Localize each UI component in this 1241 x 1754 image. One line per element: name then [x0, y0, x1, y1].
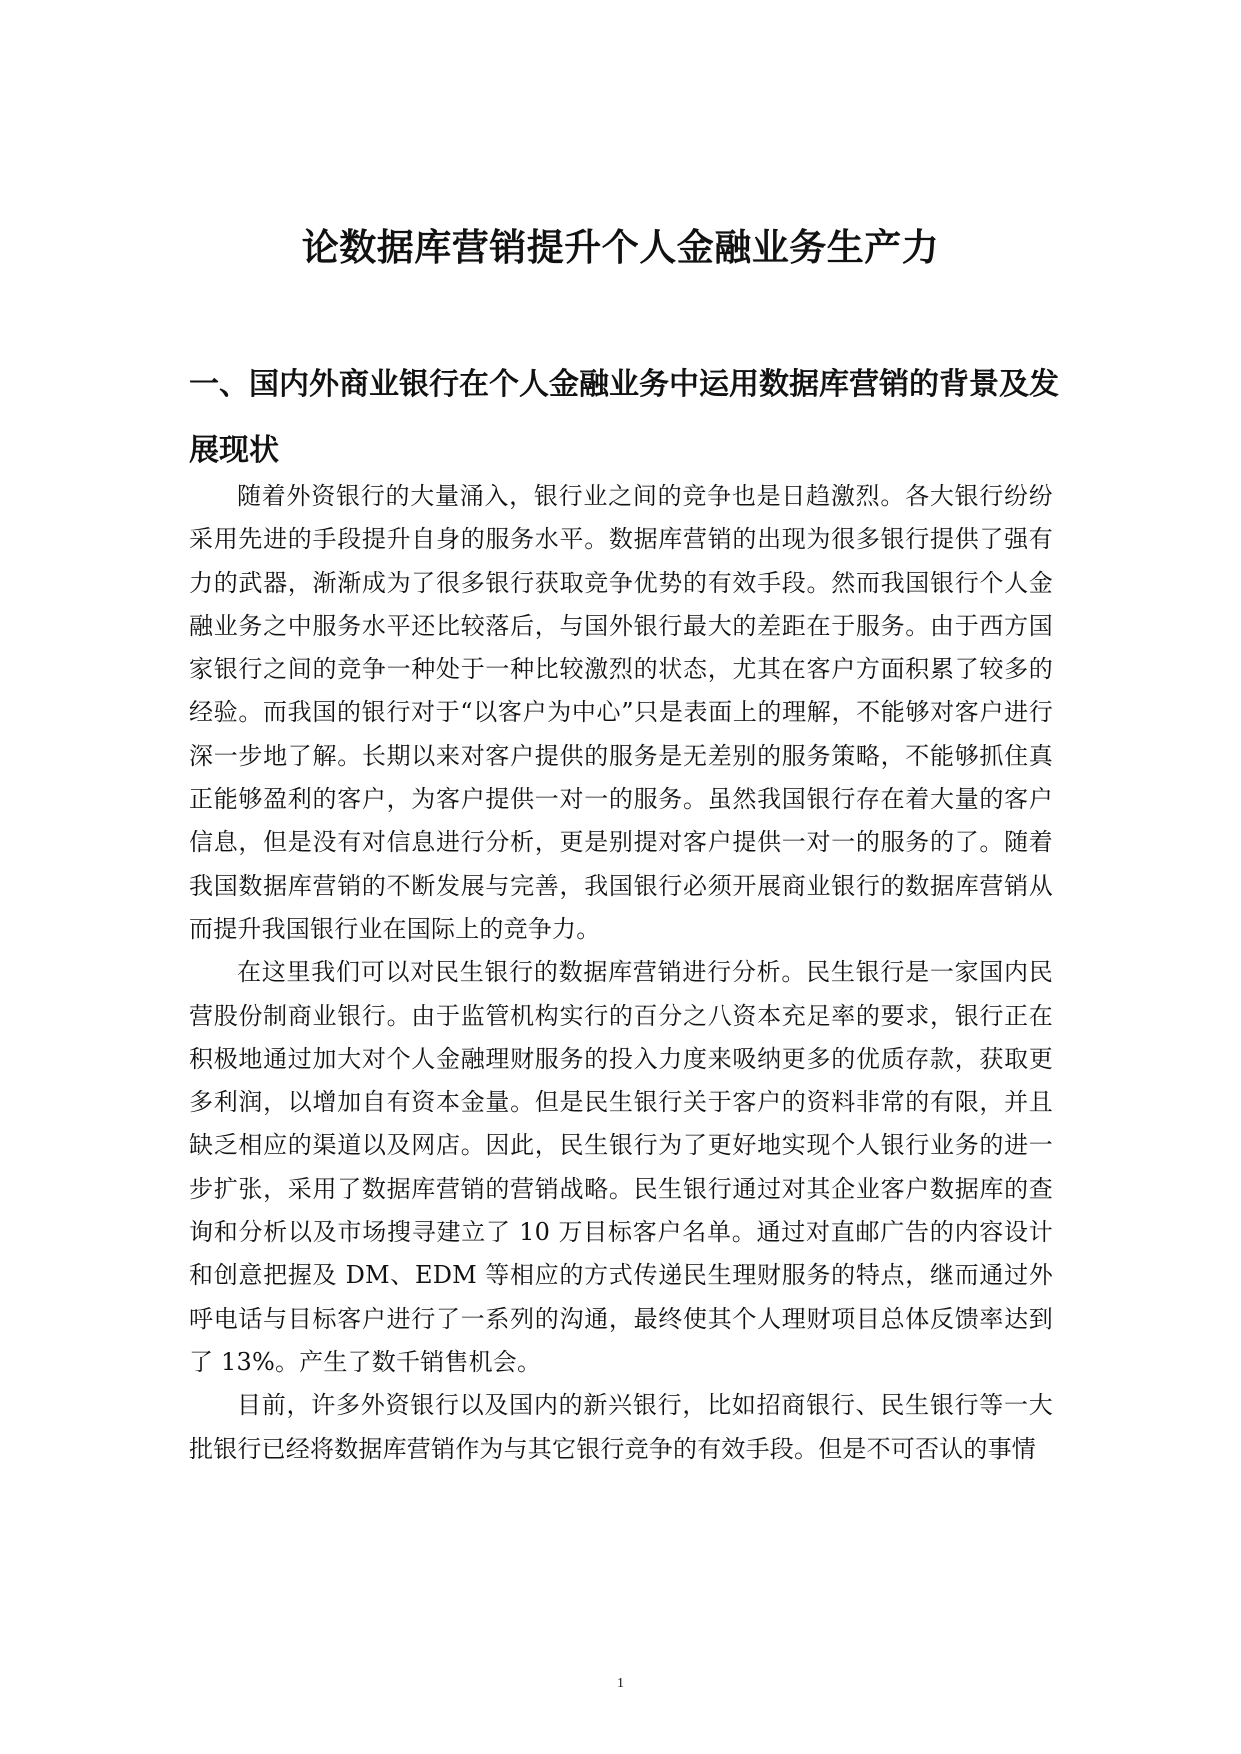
document-title: 论数据库营销提升个人金融业务生产力	[301, 226, 940, 269]
page-number: 1	[617, 1676, 624, 1691]
paragraph: 目前，许多外资银行以及国内的新兴银行，比如招商银行、民生银行等一大批银行已经将数据库营销作为与其它银行竞争的有效手段。但是不可否认的事情	[189, 1391, 1053, 1463]
paragraph: 随着外资银行的大量涌入，银行业之间的竞争也是日趋激烈。各大银行纷纷采用先进的手段提升自身的服务水平。数据库营销的出现为很多银行提供了强有力的武器，渐渐成为了很多银行获取竞争优势的有效手段。然而我国银行个人金融业务之中服务水平还比较落后，与国外银行最大的差距在于服务。由于西方国家银行之间的竞争一种处于一种比较激烈的状态，尤其在客户方面积累了较多的经验。而我国的银行对于“以客户为中心”只是表面上的理解，不能够对客户进行深一步地了解。长期以来对客户提供的服务是无差别的服务策略，不能够抓住真正能够盈利的客户，为客户提供一对一的服务。虽然我国银行存在着大量的客户信息，但是没有对信息进行分析，更是别提对客户提供一对一的服务的了。随着我国数据库营销的不断发展与完善，我国银行必须开展商业银行的数据库营销从而提升我国银行业在国际上的竞争力。	[189, 482, 1053, 943]
body-text	[189, 475, 1053, 1471]
section-heading: 一、国内外商业银行在个人金融业务中运用数据库营销的背景及发展现状	[189, 367, 1059, 468]
paragraph: 在这里我们可以对民生银行的数据库营销进行分析。民生银行是一家国内民营股份制商业银行。由于监管机构实行的百分之八资本充足率的要求，银行正在积极地通过加大对个人金融理财服务的投入力度来吸纳更多的优质存款，获取更多利润，以增加自有资本金量。但是民生银行关于客户的资料非常的有限，并且缺乏相应的渠道以及网店。因此，民生银行为了更好地实现个人银行业务的进一步扩张，采用了数据库营销的营销战略。民生银行通过对其企业客户数据库的查询和分析以及市场搜寻建立了 10 万目标客户名单。通过对直邮广告的内容设计和创意把握及 DM、EDM 等相应的方式传递民生理财服务的特点，继而通过外呼电话与目标客户进行了一系列的沟通，最终使其个人理财项目总体反馈率达到了 13%。产生了数千销售机会。	[189, 958, 1053, 1376]
